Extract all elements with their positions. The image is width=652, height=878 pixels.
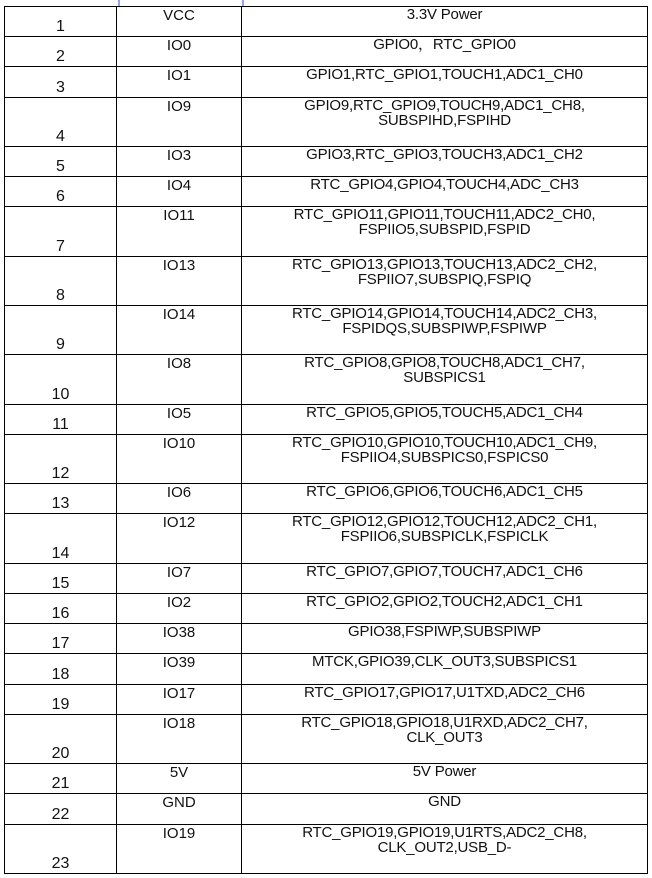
pin-function-cell: RTC_GPIO11,GPIO11,TOUCH11,ADC2_CH0, FSPIIO5,SUBSPID,FSPID xyxy=(242,207,648,256)
pin-function-cell: RTC_GPIO7,GPIO7,TOUCH7,ADC1_CH6 xyxy=(242,563,648,593)
pin-function-cell: 5V Power xyxy=(242,764,648,794)
pin-number-cell: 10 xyxy=(5,355,117,404)
pin-number-cell: 12 xyxy=(5,434,117,483)
pin-number-cell: 1 xyxy=(5,7,117,37)
pin-name-cell: IO14 xyxy=(117,306,242,355)
pin-number-cell: 18 xyxy=(5,654,117,684)
pin-row xyxy=(5,434,648,483)
pin-number-cell: 22 xyxy=(5,794,117,824)
pin-number-cell: 9 xyxy=(5,306,117,355)
pin-number-cell: 20 xyxy=(5,714,117,763)
pin-row xyxy=(5,7,648,37)
pin-row xyxy=(5,593,648,623)
pin-name-cell: IO13 xyxy=(117,256,242,305)
pin-function-cell: RTC_GPIO19,GPIO19,U1RTS,ADC2_CH8, CLK_OUT2,USB_D- xyxy=(242,824,648,873)
pin-function-cell: GPIO3,RTC_GPIO3,TOUCH3,ADC1_CH2 xyxy=(242,146,648,176)
pin-number-cell: 8 xyxy=(5,256,117,305)
pin-definition-table xyxy=(4,6,648,874)
pin-name-cell: IO5 xyxy=(117,404,242,434)
pin-row xyxy=(5,484,648,514)
pin-name-cell: IO38 xyxy=(117,624,242,654)
pin-row xyxy=(5,256,648,305)
pin-name-cell: IO12 xyxy=(117,514,242,563)
pin-name-cell: IO2 xyxy=(117,593,242,623)
pin-function-cell: RTC_GPIO18,GPIO18,U1RXD,ADC2_CH7, CLK_OUT3 xyxy=(242,714,648,763)
pin-row xyxy=(5,177,648,207)
pin-number-cell: 11 xyxy=(5,404,117,434)
pin-name-cell: IO0 xyxy=(117,37,242,67)
pin-name-cell: IO11 xyxy=(117,207,242,256)
pin-table-body xyxy=(5,7,648,874)
pin-row xyxy=(5,37,648,67)
pin-function-cell: RTC_GPIO6,GPIO6,TOUCH6,ADC1_CH5 xyxy=(242,484,648,514)
pin-name-cell: IO1 xyxy=(117,67,242,97)
pin-row xyxy=(5,306,648,355)
pin-row xyxy=(5,654,648,684)
pin-row xyxy=(5,146,648,176)
pin-name-cell: 5V xyxy=(117,764,242,794)
pin-function-cell: 3.3V Power xyxy=(242,7,648,37)
pin-name-cell: VCC xyxy=(117,7,242,37)
pin-function-cell: GPIO0，RTC_GPIO0 xyxy=(242,37,648,67)
pin-row xyxy=(5,714,648,763)
pin-number-cell: 23 xyxy=(5,824,117,873)
pin-row xyxy=(5,97,648,146)
pin-function-cell: GND xyxy=(242,794,648,824)
pin-name-cell: IO3 xyxy=(117,146,242,176)
pin-row xyxy=(5,355,648,404)
pin-name-cell: IO7 xyxy=(117,563,242,593)
pin-number-cell: 3 xyxy=(5,67,117,97)
pin-function-cell: GPIO9,RTC_GPIO9,TOUCH9,ADC1_CH8, SUBSPIHD,FSPIHD xyxy=(242,97,648,146)
pin-function-cell: RTC_GPIO12,GPIO12,TOUCH12,ADC2_CH1, FSPIIO6,SUBSPICLK,FSPICLK xyxy=(242,514,648,563)
pin-number-cell: 13 xyxy=(5,484,117,514)
pin-function-cell: RTC_GPIO4,GPIO4,TOUCH4,ADC_CH3 xyxy=(242,177,648,207)
pin-number-cell: 16 xyxy=(5,593,117,623)
pin-name-cell: IO6 xyxy=(117,484,242,514)
pin-name-cell: IO8 xyxy=(117,355,242,404)
pin-function-cell: RTC_GPIO8,GPIO8,TOUCH8,ADC1_CH7, SUBSPICS1 xyxy=(242,355,648,404)
pin-number-cell: 15 xyxy=(5,563,117,593)
pin-name-cell: IO19 xyxy=(117,824,242,873)
pin-number-cell: 17 xyxy=(5,624,117,654)
pin-row xyxy=(5,764,648,794)
pin-number-cell: 19 xyxy=(5,684,117,714)
pin-function-cell: RTC_GPIO2,GPIO2,TOUCH2,ADC1_CH1 xyxy=(242,593,648,623)
pin-number-cell: 5 xyxy=(5,146,117,176)
pin-function-cell: GPIO1,RTC_GPIO1,TOUCH1,ADC1_CH0 xyxy=(242,67,648,97)
pin-number-cell: 14 xyxy=(5,514,117,563)
pin-function-cell: RTC_GPIO10,GPIO10,TOUCH10,ADC1_CH9, FSPIIO4,SUBSPICS0,FSPICS0 xyxy=(242,434,648,483)
pin-number-cell: 4 xyxy=(5,97,117,146)
pin-number-cell: 6 xyxy=(5,177,117,207)
pin-function-cell: GPIO38,FSPIWP,SUBSPIWP xyxy=(242,624,648,654)
pin-number-cell: 21 xyxy=(5,764,117,794)
pin-name-cell: GND xyxy=(117,794,242,824)
pin-name-cell: IO17 xyxy=(117,684,242,714)
pin-function-cell: MTCK,GPIO39,CLK_OUT3,SUBSPICS1 xyxy=(242,654,648,684)
pin-row xyxy=(5,207,648,256)
pin-name-cell: IO4 xyxy=(117,177,242,207)
pin-row xyxy=(5,514,648,563)
pin-row xyxy=(5,794,648,824)
pin-number-cell: 7 xyxy=(5,207,117,256)
pin-name-cell: IO39 xyxy=(117,654,242,684)
pin-function-cell: RTC_GPIO17,GPIO17,U1TXD,ADC2_CH6 xyxy=(242,684,648,714)
pin-function-cell: RTC_GPIO14,GPIO14,TOUCH14,ADC2_CH3, FSPIDQS,SUBSPIWP,FSPIWP xyxy=(242,306,648,355)
pin-row xyxy=(5,67,648,97)
pin-name-cell: IO10 xyxy=(117,434,242,483)
pin-number-cell: 2 xyxy=(5,37,117,67)
pin-function-cell: RTC_GPIO13,GPIO13,TOUCH13,ADC2_CH2, FSPIIO7,SUBSPIQ,FSPIQ xyxy=(242,256,648,305)
pin-function-cell: RTC_GPIO5,GPIO5,TOUCH5,ADC1_CH4 xyxy=(242,404,648,434)
pin-row xyxy=(5,624,648,654)
pin-name-cell: IO9 xyxy=(117,97,242,146)
pin-row xyxy=(5,824,648,873)
pin-row xyxy=(5,404,648,434)
pin-name-cell: IO18 xyxy=(117,714,242,763)
pin-row xyxy=(5,563,648,593)
pin-row xyxy=(5,684,648,714)
